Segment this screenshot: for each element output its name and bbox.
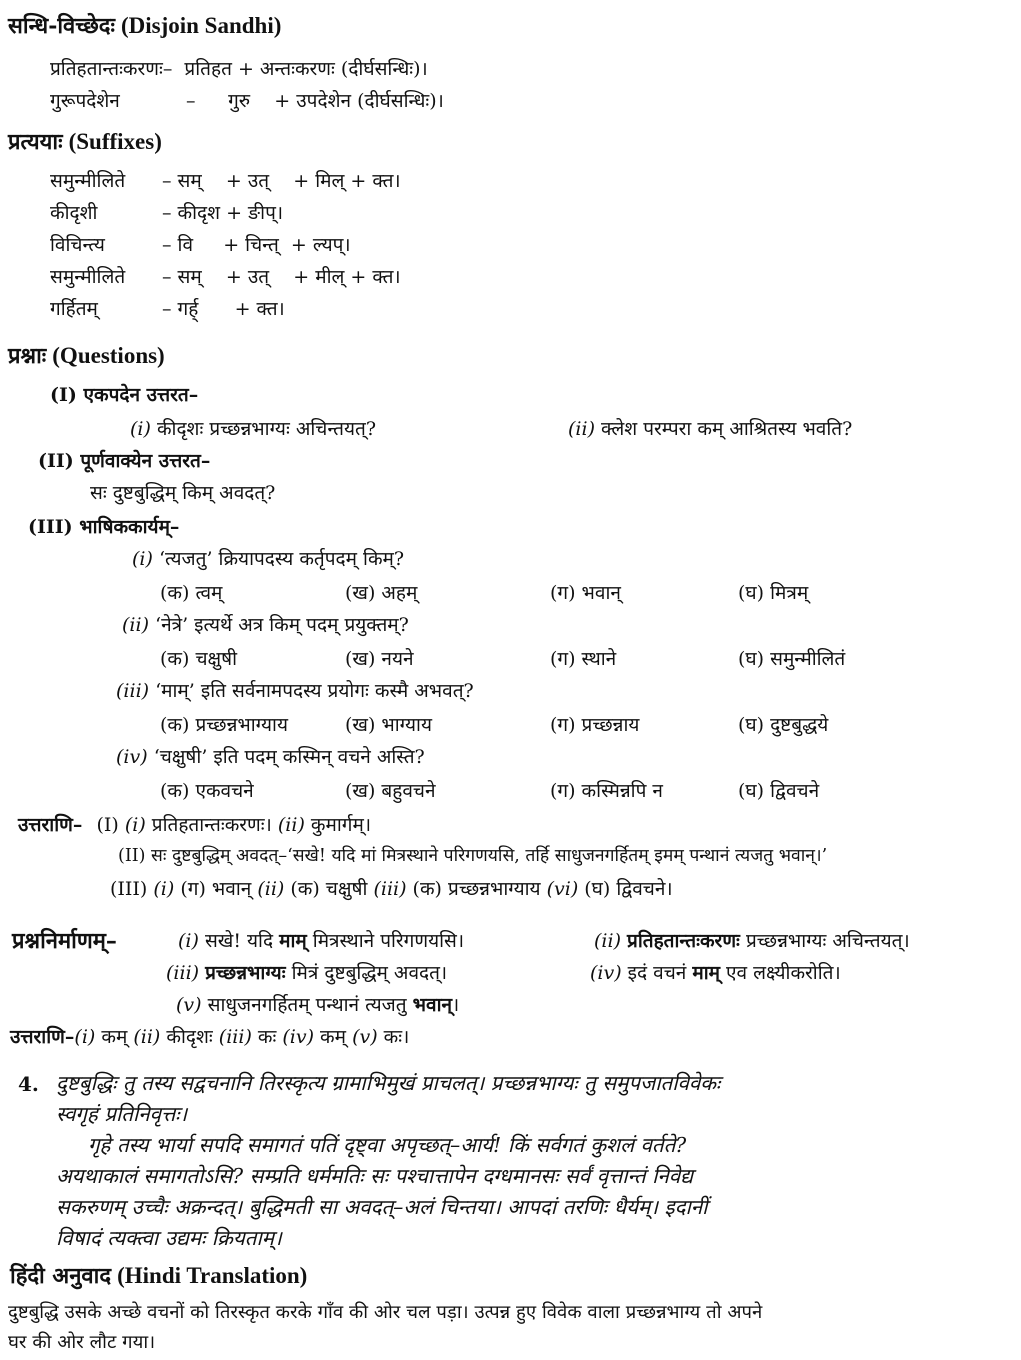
qf-item: (ii) प्रतिहतान्तःकरणः प्रच्छन्नभाग्यः अचिन्तयत्।: [594, 930, 910, 952]
passage: [56, 1068, 996, 1254]
grammar-option: (क) त्वम्: [160, 582, 223, 604]
answers-line-2: (II) सः दुष्टबुद्धिम् अवदत्–‘सखे! यदि मां मित्रस्थाने परिगणयसि, तर्हि साधुजनगर्हितम् इमम् पन्थानं त्यजतु भवान्।’: [118, 846, 828, 866]
answers-line-3: (III) (i) (ग) भवान् (ii) (क) चक्षुषी (iii) (क) प्रच्छन्नभाग्याय (vi) (घ) द्विवचने।: [110, 878, 673, 900]
full-sentence-label: (II) पूर्णवाक्येन उत्तरत–: [38, 450, 211, 472]
qf-answers: उत्तराणि–(i) कम् (ii) कीदृशः (iii) कः (iv) कम् (v) कः।: [10, 1026, 410, 1048]
grammar-question: (i) ‘त्यजतु’ क्रियापदस्य कर्तृपदम् किम्?: [132, 548, 405, 570]
grammar-option: (ग) कस्मिन्नपि न: [550, 780, 663, 802]
grammar-option: (ग) प्रच्छन्नाय: [550, 714, 640, 736]
suffix-row: विचिन्त्य – वि + चिन्त् + ल्यप्।: [50, 234, 351, 256]
one-word-q2: (ii) क्लेश परम्परा कम् आश्रितस्य भवति?: [568, 418, 853, 440]
one-word-q1: (i) कीदृशः प्रच्छन्नभाग्यः अचिन्तयत्?: [130, 418, 377, 440]
translation-line: घर की ओर लौट गया।: [8, 1332, 156, 1353]
translation-body: [8, 1298, 1008, 1358]
suffixes-heading: प्रत्ययाः (Suffixes): [8, 129, 162, 155]
sandhi-row: प्रतिहतान्तःकरणः– प्रतिहत + अन्तःकरणः (दीर्घसन्धिः)।: [50, 58, 428, 80]
suffix-row: समुन्मीलिते – सम् + उत् + मिल् + क्त।: [50, 170, 401, 192]
grammar-option: (ख) अहम्: [345, 582, 418, 604]
grammar-label: (III) भाषिककार्यम्–: [28, 516, 180, 538]
passage-line: सकरुणम् उच्चैः अक्रन्दत्। बुद्धिमती सा अवदत्–अलं चिन्तया। आपदां तरणिः धैर्यम्। इदानीं: [56, 1195, 708, 1219]
sandhi-row: गुरूपदेशेन – गुरु + उपदेशेन (दीर्घसन्धिः)।: [50, 90, 444, 112]
grammar-option: (क) चक्षुषी: [160, 648, 238, 670]
suffix-row: गर्हितम् – गर्ह् + क्त।: [50, 298, 285, 320]
sandhi-heading: सन्धि-विच्छेदः (Disjoin Sandhi): [8, 13, 282, 39]
qf-item: (v) साधुजनगर्हितम् पन्थानं त्यजतु भवान्।: [176, 994, 460, 1016]
grammar-option: (ख) नयने: [345, 648, 414, 670]
questions-heading: प्रश्नाः (Questions): [8, 343, 165, 369]
question-formation-heading: प्रश्ननिर्माणम्–: [12, 928, 117, 954]
grammar-question: (ii) ‘नेत्रे’ इत्यर्थे अत्र किम् पदम् प्रयुक्तम्?: [122, 614, 409, 636]
grammar-option: (घ) द्विवचने: [738, 780, 820, 802]
grammar-option: (ख) बहुवचने: [345, 780, 436, 802]
grammar-option: (क) एकवचने: [160, 780, 254, 802]
suffix-row: समुन्मीलिते – सम् + उत् + मील् + क्त।: [50, 266, 401, 288]
grammar-option: (ख) भाग्याय: [345, 714, 432, 736]
qf-item: (iii) प्रच्छन्नभाग्यः मित्रं दुष्टबुद्धिम् अवदत्।: [166, 962, 448, 984]
grammar-option: (ग) स्थाने: [550, 648, 617, 670]
passage-line: दुष्टबुद्धिः तु तस्य सद्वचनानि तिरस्कृत्य ग्रामाभिमुखं प्राचलत्। प्रच्छन्नभाग्यः तु समुपजातविवेकः: [56, 1071, 721, 1095]
qf-item: (iv) इदं वचनं माम् एव लक्ष्यीकरोति।: [590, 962, 841, 984]
answers-line-1: उत्तराणि– (I) (i) प्रतिहतान्तःकरणः। (ii) कुमार्गम्।: [18, 814, 372, 836]
passage-number: 4.: [18, 1072, 39, 1096]
one-word-label: (I) एकपदेन उत्तरत–: [50, 384, 199, 406]
qf-item: (i) सखे! यदि माम् मित्रस्थाने परिगणयसि।: [178, 930, 465, 952]
suffix-row: कीदृशी – कीदृश + ङीप्।: [50, 202, 284, 224]
grammar-option: (क) प्रच्छन्नभाग्याय: [160, 714, 288, 736]
passage-line: स्वगृहं प्रतिनिवृत्तः।: [56, 1102, 188, 1126]
passage-line: गृहे तस्य भार्या सपदि समागतं पतिं दृष्ट्वा अपृच्छत्–आर्य! किं सर्वगतं कुशलं वर्तते?: [88, 1133, 687, 1157]
translation-line: दुष्टबुद्धि उसके अच्छे वचनों को तिरस्कृत करके गाँव की ओर चल पड़ा। उत्पन्न हुए विवेक वाला प्रच्छन्नभाग्य तो अपने: [8, 1302, 763, 1323]
grammar-option: (ग) भवान्: [550, 582, 621, 604]
grammar-question: (iii) ‘माम्’ इति सर्वनामपदस्य प्रयोगः कस्मै अभवत्?: [116, 680, 474, 702]
passage-line: अयथाकालं समागतोऽसि? सम्प्रति धर्ममतिः सः पश्चात्तापेन दग्धमानसः सर्वं वृत्तान्तं निवेद्य: [56, 1164, 694, 1188]
grammar-question: (iv) ‘चक्षुषी’ इति पदम् कस्मिन् वचने अस्ति?: [116, 746, 425, 768]
full-sentence-q: सः दुष्टबुद्धिम् किम् अवदत्?: [90, 482, 276, 504]
translation-heading: हिंदी अनुवाद (Hindi Translation): [10, 1263, 308, 1289]
passage-line: विषादं त्यक्त्वा उद्यमः क्रियताम्।: [56, 1226, 282, 1250]
grammar-option: (घ) समुन्मीलितं: [738, 648, 846, 670]
grammar-option: (घ) मित्रम्: [738, 582, 809, 604]
grammar-option: (घ) दुष्टबुद्धये: [738, 714, 829, 736]
